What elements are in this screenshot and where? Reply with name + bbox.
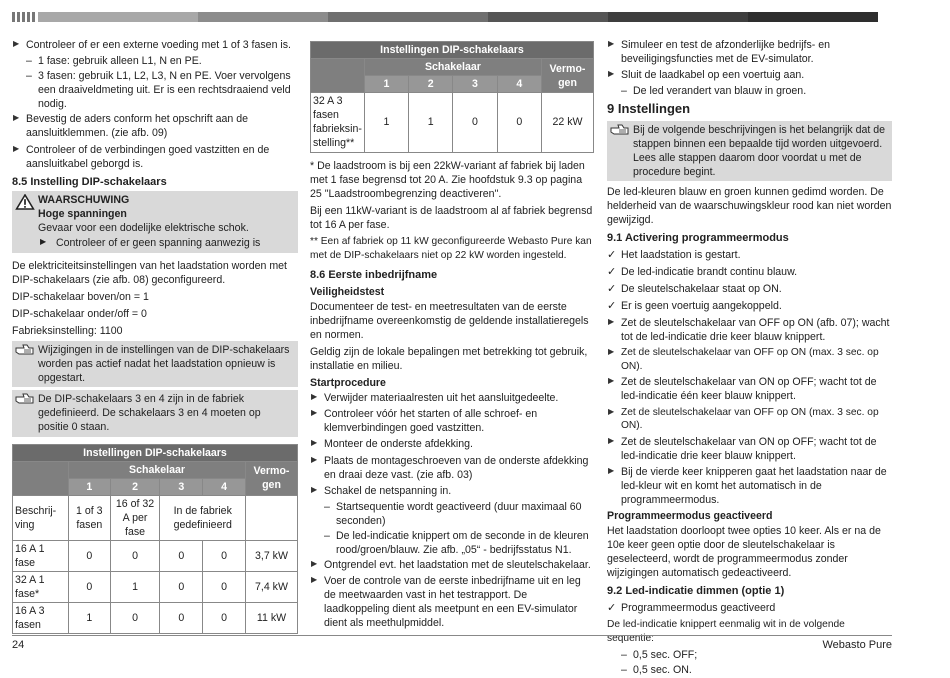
section-heading-9-1: 9.1 Activering programmeermodus [607,232,789,245]
bullet: ▶ Zet de sleutelschakelaar van OFF op ON (max. 3 sec. op ON). [607,406,892,433]
dip-table-1 [12,444,298,635]
section-heading-9-2: 9.2 Led-indicatie dimmen (optie 1) [607,585,785,598]
cell: 22 kW [542,93,594,152]
note-text: De DIP-schakelaars 3 en 4 zijn in de fabriek gedefinieerd. De schakelaars 3 en 4 moeten op positie 0 staan. [38,393,261,434]
paragraph: Fabrieksinstelling: 1100 [12,324,123,337]
table-row [13,572,298,603]
table-corner [13,461,69,495]
warning-subtitle: Hoge spanningen [38,208,127,221]
table-col-header: 4 [203,478,246,495]
paragraph: DIP-schakelaar boven/on = 1 [12,290,149,303]
check-item: ✓ Het laadstation is gestart. [607,248,892,262]
bullet: ▶ Simuleer en test de afzonderlijke bedrijfs- en beveiligingsfuncties met de EV-simulator. [607,38,892,66]
cell: 0 [160,540,203,571]
table-row [13,540,298,571]
note-text: Bij de volgende beschrijvingen is het belangrijk dat de stappen binnen een bepaalde tijd worden uitgevoerd. Lees alle stappen daarom door voordat u met de procedure begint. [633,123,886,178]
note-box [12,390,298,436]
bullet: ▶ Controleer of er een externe voeding met 1 of 3 fasen is. [12,38,298,52]
paragraph: Het laadstation doorloopt twee opties 10 keer. Als er na de 10e keer geen optie door de sleutelschakelaar is geselecteerd, wordt de programmeermodus zonder wijzigingen automatisch gedeactiveerd. [607,525,881,580]
warning-box [12,191,298,252]
cell: 0 [203,603,246,634]
table-row [13,603,298,634]
header-seg-2 [198,12,328,22]
cell: 1 [409,93,453,152]
table-power-header: Vermo-gen [542,59,594,93]
bullet: ▶ Zet de sleutelschakelaar van ON op OFF; wacht tot de led-indicatie één keer blauw knippert. [607,375,892,403]
subheading: Programmeermodus geactiveerd [607,510,773,523]
table-corner [311,59,365,93]
cell: 11 kW [246,603,298,634]
table-col-header: 4 [497,76,541,93]
table-col-header: 2 [409,76,453,93]
bullet: ▶ Plaats de montageschroeven van de onderste afdekking en draai deze vast. (zie afb. 03) [310,454,594,482]
table-col-header: 3 [160,478,203,495]
dash-item: – 3 fasen: gebruik L1, L2, L3, N en PE. Voer vervolgens een draaiveldmeting uit. Er is een rechtsdraaiend veld nodig. [12,69,298,111]
cell: 0 [69,572,111,603]
dash-item: – De led-indicatie knippert om de seconde in de kleuren rood/groen/blauw. Zie afb. „05“ - bedrijfsstatus N1. [310,529,594,557]
dash-item: – 1 fase: gebruik alleen L1, N en PE. [12,54,298,68]
header-ticks [12,12,35,22]
cell: 0 [497,93,541,152]
cell: 1 of 3 fasen [69,495,111,540]
cell: 0 [110,540,160,571]
cell: 7,4 kW [246,572,298,603]
pointing-hand-icon [610,124,629,136]
paragraph: De led-kleuren blauw en groen kunnen gedimd worden. De helderheid van de waarschuwingskleur rood kan niet worden gewijzigd. [607,185,892,227]
bullet: ▶ Verwijder materiaalresten uit het aansluitgedeelte. [310,391,594,405]
dash-item: – 0,5 sec. ON. [607,663,892,677]
table-col-header: 1 [364,76,408,93]
check-item: ✓ De sleutelschakelaar staat op ON. [607,282,892,296]
header-seg-3 [328,12,488,22]
warning-triangle-icon [15,194,35,210]
cell: 0 [110,603,160,634]
note-box [607,121,892,181]
table-row [13,495,298,540]
table-col-header: 1 [69,478,111,495]
paragraph: De elektriciteitsinstellingen van het laadstation worden met DIP-schakelaars (zie afb. 08) geconfigureerd. [12,259,287,286]
column-left [12,38,298,634]
cell: 1 [110,572,160,603]
table-group-header: Schakelaar [69,461,246,478]
table-title: Instellingen DIP-schakelaars [311,42,594,59]
cell: 0 [203,540,246,571]
table-col-header: 2 [110,478,160,495]
row-label: 16 A 3 fasen [13,603,69,634]
column-middle [310,41,594,632]
bullet: ▶ Bevestig de aders conform het opschrift aan de aansluitklemmen. (zie afb. 09) [12,112,298,140]
section-heading-9: 9 Instellingen [607,101,691,117]
bullet: ▶ Zet de sleutelschakelaar van OFF op ON (max. 3 sec. op ON). [607,346,892,373]
cell [246,495,298,540]
paragraph: DIP-schakelaar onder/off = 0 [12,307,147,320]
footnote: Bij een 11kW-variant is de laadstroom al af fabriek begrensd tot 16 A per fase. [310,204,593,231]
header-seg-1 [38,12,198,22]
dip-table-2 [310,41,594,153]
check-item: ✓ De led-indicatie brandt continu blauw. [607,265,892,279]
brand-name: Webasto Pure [822,639,892,651]
table-col-header: 3 [453,76,497,93]
dash-item: – 0,5 sec. OFF; [607,648,892,662]
header-seg-4 [488,12,608,22]
row-label: Beschrij-ving [13,495,69,540]
cell: 3,7 kW [246,540,298,571]
check-item: ✓ Er is geen voertuig aangekoppeld. [607,299,892,313]
table-power-header: Vermo-gen [246,461,298,495]
header-seg-6 [748,12,878,22]
dash-item: – Startsequentie wordt geactiveerd (duur maximaal 60 seconden) [310,500,594,528]
cell: 0 [160,572,203,603]
page-footer [12,635,892,653]
bullet: ▶ Monteer de onderste afdekking. [310,437,594,451]
cell: 1 [69,603,111,634]
bullet: ▶ Voer de controle van de eerste inbedrijfname uit en leg de meetwaarden vast in het testrapport. De laadkoppeling dient als meetpunt en een EV-simulator dient als meethulpmiddel. [310,574,594,630]
section-heading-8-6: 8.6 Eerste inbedrijfname [310,269,438,282]
warning-title: WAARSCHUWING [38,194,130,207]
bullet: ▶ Sluit de laadkabel op een voertuig aan. [607,68,892,82]
paragraph: Geldig zijn de lokale bepalingen met betrekking tot gebruik, installatie en milieu. [310,346,588,373]
subheading: Startprocedure [310,377,386,390]
dash-item: – De led verandert van blauw in groen. [607,84,892,98]
bullet: ▶ Schakel de netspanning in. [310,484,594,498]
bullet: ▶ Zet de sleutelschakelaar van ON op OFF; wacht tot de led-indicatie drie keer blauw knippert. [607,435,892,463]
note-text: Wijzigingen in de instellingen van de DIP-schakelaars worden pas actief nadat het laadstation opnieuw is opgestart. [38,344,290,385]
cell: 0 [453,93,497,152]
cell: 0 [160,603,203,634]
check-item: ✓ Programmeermodus geactiveerd [607,601,892,615]
cell: 0 [69,540,111,571]
column-right [607,38,892,678]
cell: 1 [364,93,408,152]
bullet: ▶ Ontgrendel evt. het laadstation met de sleutelschakelaar. [310,558,594,572]
header-bar [12,12,892,22]
bullet: ▶ Bij de vierde keer knipperen gaat het laadstation naar de led-kleur wit en komt het automatisch in de programmeermodus. [607,465,892,507]
pointing-hand-icon [15,344,34,356]
row-label: 16 A 1 fase [13,540,69,571]
bullet: ▶ Controleer of de verbindingen goed vastzitten en de aansluitkabel geborgd is. [12,143,298,171]
warning-body: Gevaar voor een dodelijke elektrische schok. [38,222,249,235]
bullet: ▶ Controleer vóór het starten of alle schroef- en klemverbindingen goed vastzitten. [310,407,594,435]
cell: In de fabriek gedefinieerd [160,495,246,540]
bullet: ▶ Zet de sleutelschakelaar van OFF op ON (afb. 07); wacht tot de led-indicatie drie keer blauw knippert. [607,316,892,344]
section-heading-8-5: 8.5 Instelling DIP-schakelaars [12,175,167,188]
page-number: 24 [12,639,25,651]
note-box [12,341,298,387]
footnote: * De laadstroom is bij een 22kW-variant af fabriek bij laden met 1 fase begrensd tot 20 A. Zie hoofdstuk 9.3 op pagina 25 "Laadstroombegrenzing deactiveren". [310,159,585,200]
paragraph: De led-indicatie knippert eenmalig wit in de volgende sequentie: [607,619,845,644]
cell: 16 of 32 A per fase [110,495,160,540]
table-group-header: Schakelaar [364,59,541,76]
cell: 0 [203,572,246,603]
pointing-hand-icon [15,393,34,405]
table-title: Instellingen DIP-schakelaars [13,444,298,461]
warning-bullet: ▶ Controleer of er geen spanning aanwezig is [16,236,294,250]
footnote: ** Een af fabriek op 11 kW geconfigureerde Webasto Pure kan met de DIP-schakelaars niet op 22 kW worden ingesteld. [310,235,592,261]
row-label: 32 A 3 fasen fabrieksin-stelling** [311,93,365,152]
row-label: 32 A 1 fase* [13,572,69,603]
header-seg-5 [608,12,748,22]
table-row [311,93,594,152]
paragraph: Documenteer de test- en meetresultaten van de eerste inbedrijfname overeenkomstig de geldende installatieregels en normen. [310,300,589,341]
subheading: Veiligheidstest [310,285,385,298]
